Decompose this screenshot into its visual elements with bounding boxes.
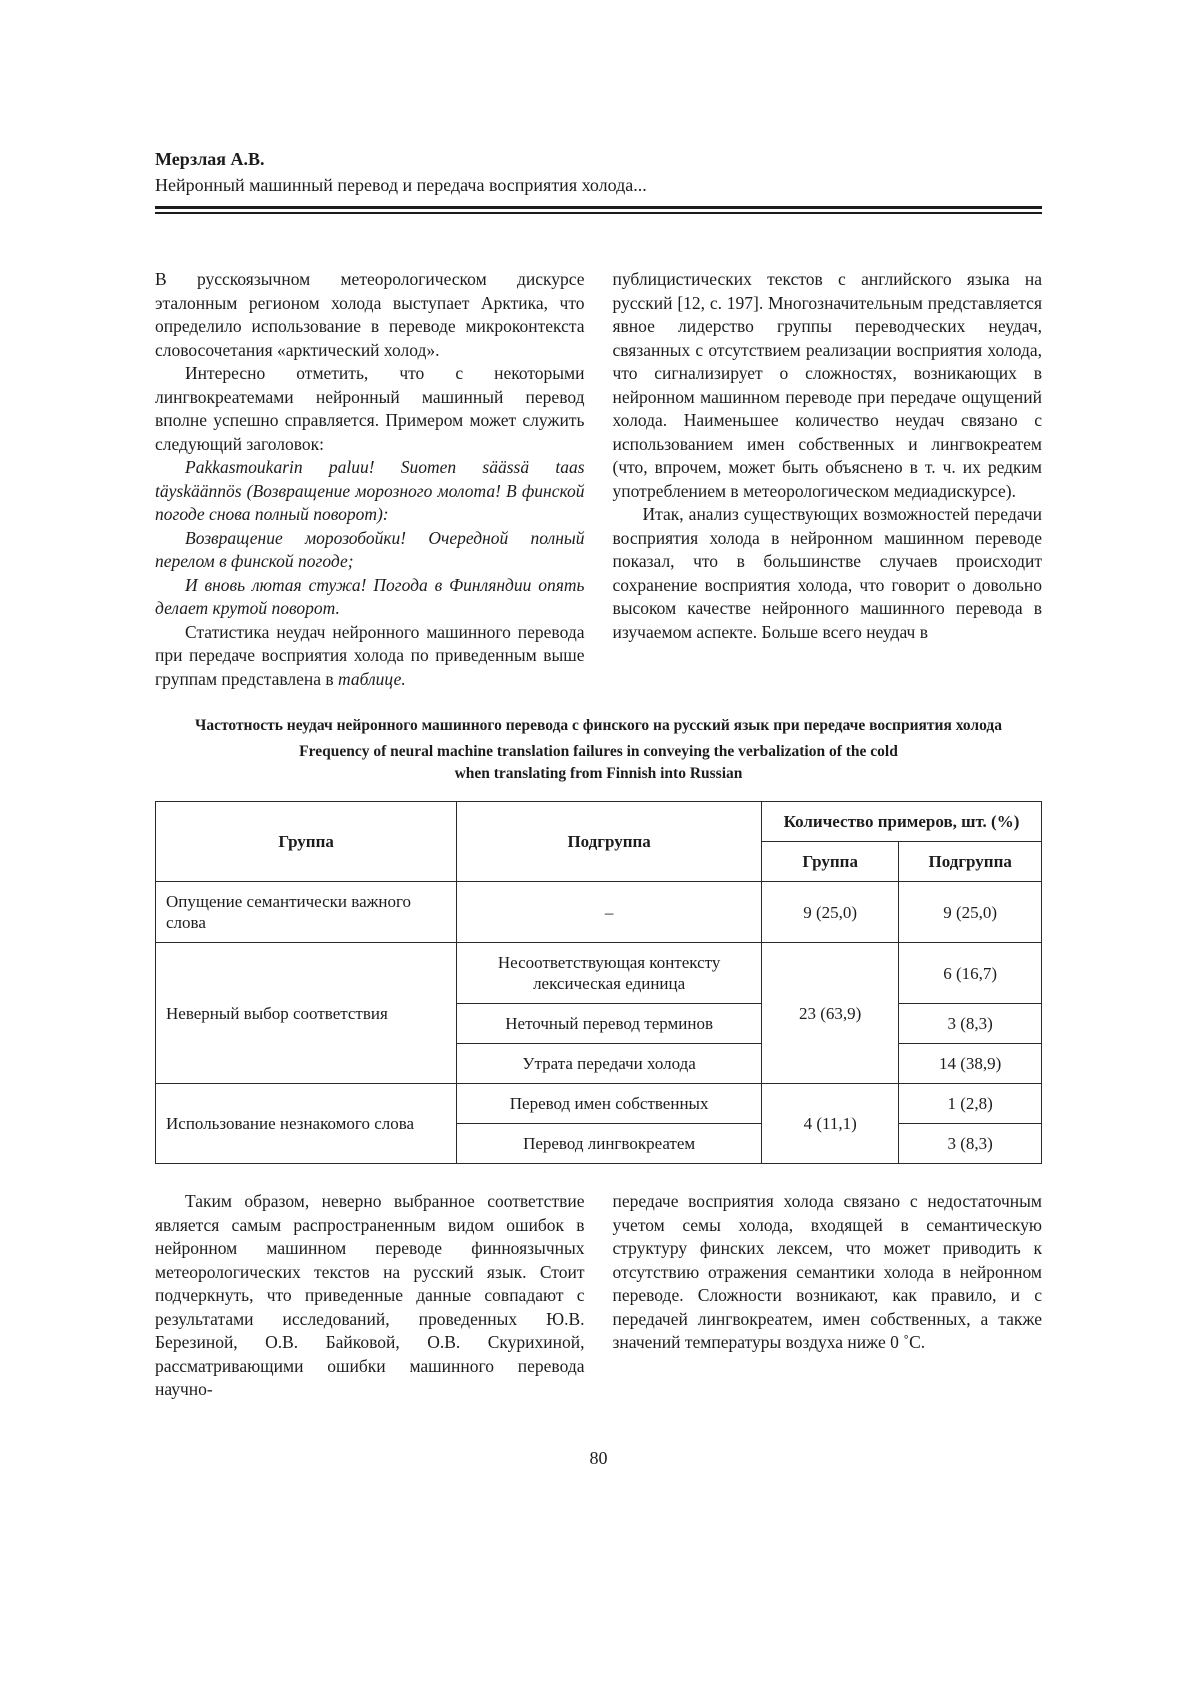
cell-count-subgroup: 3 (8,3)	[899, 1004, 1042, 1044]
cell-count-subgroup: 6 (16,7)	[899, 943, 1042, 1004]
cell-subgroup-proper-names: Перевод имен собственных	[457, 1084, 762, 1124]
paragraph-italic: Pakkasmoukarin paluu! Suomen säässä taas täyskäännös (Возвращение морозного молота! В финской погоде снова полный поворот):	[155, 457, 585, 524]
cell-count-subgroup: 1 (2,8)	[899, 1084, 1042, 1124]
cell-count-subgroup: 3 (8,3)	[899, 1124, 1042, 1164]
body-bottom-section	[155, 1190, 1042, 1402]
cell-group-wrong-choice: Неверный выбор соответствия	[156, 943, 457, 1084]
paragraph: Итак, анализ существующих возможностей передачи восприятия холода в нейронном машинном переводе показал, что в большинстве случаев происходит сохранение восприятия холода, что говорит о довольно высоком качестве нейронного машинного перевода в изучаемом аспекте. Больше всего неудач в	[612, 504, 1042, 642]
page-number: 80	[589, 1447, 608, 1468]
results-table	[155, 801, 1042, 1164]
table-row	[156, 1084, 1042, 1124]
body-top-section	[155, 268, 1042, 691]
table-caption	[155, 715, 1042, 785]
paragraph: публицистических текстов с английского языка на русский [12, с. 197]. Многозначительным представляется явное лидерство группы переводческих неудач, связанных с отсутствием реализации восприятия холода, что сигнализирует о сложностях, возникающих в нейронном машинном переводе при передаче ощущений холода. Наименьшее количество неудач связано с использованием имен собственных и лингвокреатем (что, впрочем, может быть объяснено в т. ч. их редким употреблением в метеорологическом медиадискурсе).	[612, 269, 1042, 501]
top-left-column	[155, 268, 585, 691]
cell-count-group: 23 (63,9)	[762, 943, 899, 1084]
bottom-right-column	[613, 1190, 1043, 1402]
cell-subgroup-lingvocreatem: Перевод лингвокреатем	[457, 1124, 762, 1164]
table-header-row-1	[156, 802, 1042, 842]
paragraph: Таким образом, неверно выбранное соответствие является самым распространенным видом ошибок в нейронном машинном переводе финноязычных метеорологических текстов на русский язык. Стоит подчеркнуть, что приведенные данные совпадают с результатами исследований, проведенных Ю.В. Березиной, О.В. Байковой, О.В. Скурихиной, рассматривающими ошибки машинного перевода научно-	[155, 1191, 585, 1399]
top-right-column	[613, 268, 1043, 691]
paragraph-italic: И вновь лютая стужа! Погода в Финляндии опять делает крутой поворот.	[155, 574, 585, 618]
paragraph-text: Статистика неудач нейронного машинного перевода при передаче восприятия холода по приведенным выше группам представлена в	[155, 621, 585, 689]
header-double-rule	[155, 206, 1042, 214]
cell-group-omission: Опущение семантически важного слова	[156, 882, 457, 943]
cell-count-group: 4 (11,1)	[762, 1084, 899, 1164]
column-header-group: Группа	[156, 802, 457, 882]
paragraph: В русскоязычном метеорологическом дискурсе эталонным регионом холода выступает Арктика, что определило использование в переводе микроконтекста словосочетания «арктический холод».	[155, 269, 585, 360]
cell-subgroup-lexical-unit: Несоответствующая контексту лексическая единица	[457, 943, 762, 1004]
cell-subgroup-cold-loss: Утрата передачи холода	[457, 1044, 762, 1084]
column-header-count-group: Группа	[762, 842, 899, 882]
paragraph	[155, 621, 585, 692]
cell-group-unknown-word: Использование незнакомого слова	[156, 1084, 457, 1164]
paragraph: Интересно отметить, что с некоторыми лингвокреатемами нейронный машинный перевод вполне успешно справляется. Примером может служить следующий заголовок:	[155, 363, 585, 454]
column-header-count-subgroup: Подгруппа	[899, 842, 1042, 882]
header-running-title: Нейронный машинный перевод и передача восприятия холода...	[155, 175, 647, 195]
table-caption-english-line2: when translating from Finnish into Russian	[454, 765, 743, 782]
cell-count-subgroup: 14 (38,9)	[899, 1044, 1042, 1084]
table-row	[156, 882, 1042, 943]
page-header	[155, 146, 1042, 214]
cell-count-subgroup: 9 (25,0)	[899, 882, 1042, 943]
bottom-left-column	[155, 1190, 585, 1402]
table-row	[156, 943, 1042, 1004]
cell-subgroup-dash: –	[457, 882, 762, 943]
table-caption-english-line1: Frequency of neural machine translation failures in conveying the verbalization of the cold	[299, 743, 898, 760]
column-header-count: Количество примеров, шт. (%)	[762, 802, 1042, 842]
cell-count-group: 9 (25,0)	[762, 882, 899, 943]
column-header-subgroup: Подгруппа	[457, 802, 762, 882]
paragraph-italic: Возвращение морозобойки! Очередной полный перелом в финской погоде;	[155, 527, 585, 571]
paragraph: передаче восприятия холода связано с недостаточным учетом семы холода, входящей в семантическую структуру финских лексем, что может приводить к отсутствию отражения семантики холода в нейронном переводе. Сложности возникают, как правило, и с передачей лингвокреатем, имен собственных, а также значений температуры воздуха ниже 0 ˚С.	[612, 1191, 1042, 1352]
paragraph-italic-word: таблице.	[338, 668, 406, 689]
cell-subgroup-terms: Неточный перевод терминов	[457, 1004, 762, 1044]
table-caption-russian: Частотность неудач нейронного машинного перевода с финского на русский язык при передаче восприятия холода	[194, 717, 1002, 734]
header-author: Мерзлая А.В.	[155, 149, 265, 169]
